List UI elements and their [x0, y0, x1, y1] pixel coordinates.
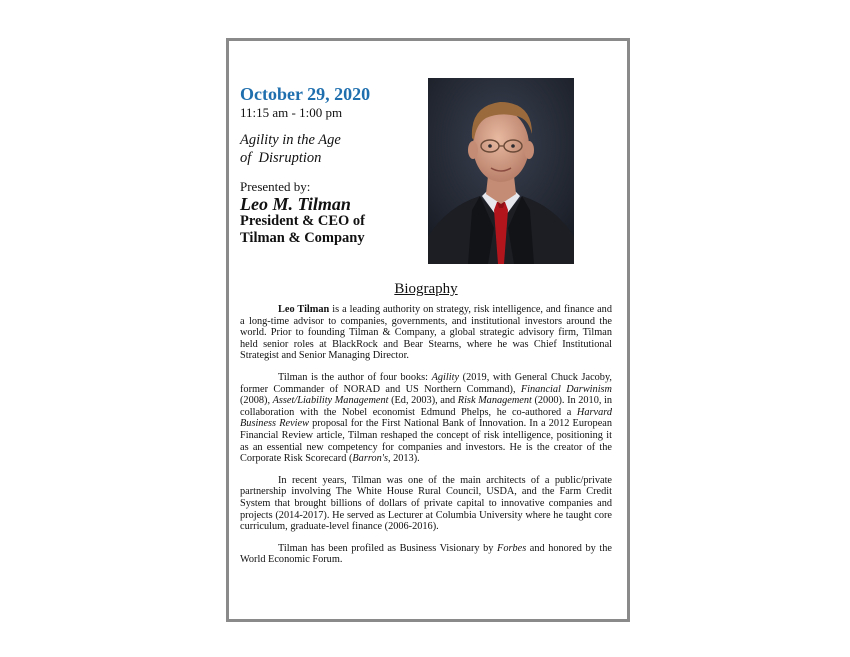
publication-title: Barron's	[352, 453, 388, 465]
bio-p4-text: and honored by the World Economic Forum.	[240, 542, 612, 566]
book-title: Agility	[431, 371, 460, 383]
talk-title-line2: of Disruption	[240, 150, 322, 166]
speaker-role	[240, 213, 410, 247]
biography-heading: Biography	[394, 281, 458, 297]
speaker-name: Leo M. Tilman	[240, 194, 351, 214]
bio-paragraph-2	[240, 372, 612, 465]
bio-p1-text: is a leading authority on strategy, risk intelligence, and finance and a long-time advisor to companies, governments, and institutional investors around the world. Prior to founding Tilman & Company, a global strategic advisory firm, Tilman held senior roles at BlackRock and Bear Stearns, where he was Chief Institutional Strategist and Senior Managing Director.	[240, 304, 612, 362]
bio-paragraph-1	[240, 304, 612, 362]
bio-paragraph-4	[240, 543, 612, 566]
speaker-role-line1: President & CEO of	[240, 213, 365, 229]
biography-text	[240, 304, 612, 576]
bio-paragraph-3: In recent years, Tilman was one of the main architects of a public/private partnership involving The White House Rural Council, USDA, and the Farm Credit System that brought billions of dollars of private capital to innovative companies and projects (2014-2017). He served as Lecturer at Columbia University where he taught core curriculum, graduate-level finance (2006-2016).	[240, 474, 612, 533]
bio-p2-text: (Ed, 2003), and	[388, 395, 458, 407]
talk-title	[240, 131, 410, 167]
publication-title: Forbes	[497, 542, 527, 554]
bio-p2-text: (2000). In 2010, in collaboration with the Nobel economist Edmund Phelps, he co-authored a	[240, 395, 613, 418]
event-date: October 29, 2020	[240, 84, 371, 104]
bio-p2-text: proposal for the First National Bank of Innovation. In a 2012 European Financial Review article, Tilman reshaped the concept of risk intelligence, positioning it as an essential new competency for companies and investors. He is the creator of the Corporate Risk Scorecard (	[240, 418, 612, 465]
publication-title: Harvard Business Review	[240, 406, 612, 430]
talk-title-line1: Agility in the Age	[240, 132, 341, 148]
bio-p2-text: Tilman is the author of four books:	[278, 371, 432, 383]
presented-by-label: Presented by:	[240, 179, 311, 194]
bio-p2-text: , 2013).	[387, 453, 420, 465]
book-title: Financial Darwinism	[520, 383, 612, 395]
book-title: Risk Management	[457, 395, 532, 407]
event-time: 11:15 am - 1:00 pm	[240, 105, 343, 120]
speaker-role-line2: Tilman & Company	[240, 230, 365, 246]
bio-p4-text: Tilman has been profiled as Business Visionary by	[278, 542, 498, 554]
bio-p2-text: (2008),	[240, 395, 273, 407]
bio-name: Leo Tilman	[278, 304, 330, 315]
bio-p2-text: (2019, with General Chuck Jacoby, former Commander of NORAD and US Northern Command),	[240, 371, 612, 395]
speaker-portrait-icon	[428, 78, 574, 264]
book-title: Asset/Liability Management	[272, 395, 389, 407]
